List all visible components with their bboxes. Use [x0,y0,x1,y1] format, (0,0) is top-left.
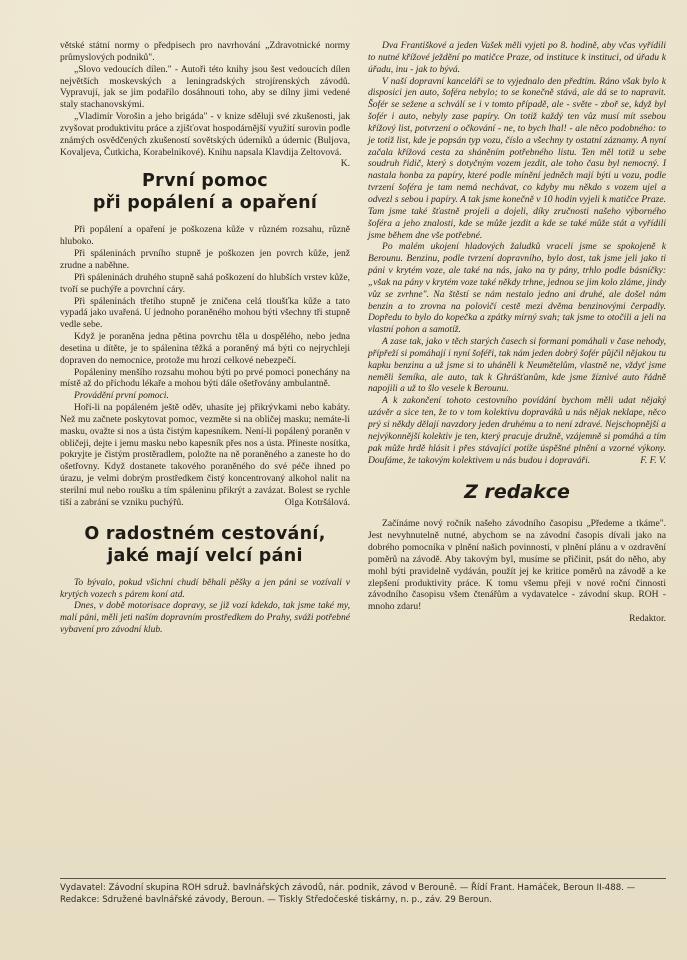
article-paragraph [60,402,350,509]
article-paragraph: To bývalo, pokud všichni chudí běhali pěšky a jen páni se vozívali v krytých vozech s párem koní atd. [60,576,350,600]
editor-signature: Redaktor. [629,613,666,625]
article-paragraph: Při spáleninách druhého stupně sahá poškození do hlubších vrstev kůže, tvoří se puchýře a povrchní cáry. [60,271,350,295]
author-signature: Olga Kotršálová. [284,496,350,508]
article-paragraph: Při spáleninách prvního stupně je poškozen jen povrch kůže, jenž zrudne a naběhne. [60,248,350,271]
intro-paragraph [60,111,350,170]
heading-line: při popálení a opaření [92,193,318,214]
article-paragraph: V naší dopravní kanceláři se to vyjednalo den předtím. Ráno však bylo k disposici jen auto, šoféra nebylo; to se konečně stává, ale dá se to napravit. Šofér se sežene a schválí se i v tomto případě, ale - světe - zboř se, když byl šofér i auto, nebyly zase papíry. On totiž každý ten vůz musí mít ssebou křížový list, potvrzení o očkování - ne, to bych lhal! - ale něco podobného: to je totiž list, kde je popsán typ vozu, číslo a všechny ty ostatní záznamy. A nyní začala křížová cesta za sháněním potřebného listu. Ten měl totiž u sebe soudruh řidič, který s dotyčným vozem jezdit, ale toho času byl nemocný. I nastala honba za papíry, které podle mínění jedněch mají býti u vozu, podle tvrzení šoféra je tam nemá nechávat, co kdyby mu někdo s vozem ujel a odvezl s sebou i papíry. A tak jsme konečně v 10 hodin vyjeli k matičce Praze. Tam jsme také šťastně projeli a dojeli, díky zručnosti našeho výborného šoféra a jeho znalosti, kde se může jezdit a kde se také může stát a vyřídili jsme během dne vše potřebné. [368,75,666,241]
section-subheading: Provádění první pomoci. [74,390,169,402]
right-column [368,40,666,625]
article-paragraph: A zase tak, jako v těch starých časech si formani pomáhali v čase nehody, přípřeží si pomáhají i nyní šoféři, tak nám jeden dobrý šofér půjčil nějakou tu kapku benzinu a už jsme si to uháněli k Neumětelům, vlastně ne, vždyť jsme neměli šemíka, ale auto, tak k Ghrášťanům, kde jsme žíznivé auto řádně napojili a už to šlo vesele k Berounu. [368,336,666,395]
article-paragraph: Dnes, v době motorisace dopravy, se již vozí kdekdo, tak jsme také my, malí páni, měli jeti naším dopravním prostředkem do Prahy, sváži potřebné vybavení pro závodní klub. [60,600,350,636]
article-paragraph: Popáleniny menšího rozsahu mohou býti po prvé pomoci ponechány na místě až do příchodu lékaře a mohou býti dále ošetřovány ambulantně. [60,366,350,390]
heading-line: jaké mají velcí páni [107,545,303,566]
article-heading-first-aid [60,170,350,214]
article-paragraph [368,395,666,466]
article-paragraph: Po malém ukojení hladových žaludků vraceli jsme se spokojeně k Berounu. Benzinu, podle tvrzení dopravního, bylo dost, tak jsme jeli jako ti páni v krytém voze, ale také na nás, jako na ty pány, trhlo podle básníčky: „však na pány v krytém voze také někdy trhne, jednou se jim kolo zláme, jindy vůz se zvrhne". Na štěstí se nám nestalo jedno ani druhé, ale došel nám benzin a to zrovna na polovičí cestě mezi dvěma benzinovými čerpadly. Dopředu to bylo do kopečka a zpátky mírný svah; tak jsme to otočili a jeli na vlastní pohon a samotíž. [368,241,666,336]
article-paragraph: Při popálení a opaření je poškozena kůže v různém rozsahu, různě hluboko. [60,224,350,248]
article-paragraph: Začínáme nový ročník našeho závodního časopisu „Předeme a tkáme". Jest nevyhnutelně nutné, abychom se na závodní časopis dívali jako na dobrého pomocníka v plnění našich povinností, v plnění plánu a v ozdravění poměrů na závodě. Aby takovým byl, musíme se přičinit, psát do něho, aby mohl býti pravidelně vydáván, použít jej ke kritice poměrů na závodě a ke zlepšení produktivity práce. K tomu všemu přeji v nové roční činnosti závodního časopisu všem čtenářům a vydavatelce - závodní skup. ROH - mnoho zdaru! [368,518,666,613]
editorial-body [368,518,666,625]
imprint-footer [60,878,666,906]
article-heading-travel [60,523,350,567]
article-paragraph: Když je poraněna jedna pětina povrchu těla u dospělého, nebo jedna desetina u dítěte, je to spálenina těžká a poraněný má býti co nejrychleji dopraven do nemocnice, protože mu hrozí celkové nebezpečí. [60,331,350,366]
imprint-text: Vydavatel: Závodní skupina ROH sdruž. bavlnářských závodů, nár. podnik, závod v Berouně. — Řídí Frant. Hamáček, Beroun II-488. — Redakce: Sdružené bavlnářské závody, Beroun. — Tiskly Středočeské tiskárny, n. p., záv. 29 Beroun. [60,883,636,905]
intro-text: „Vladimír Vorošin a jeho brigáda" - v knize sděluji své zkušenosti, jak zvyšovat produktivitu práce a zjišťovat hospodárnější využití surovin podle známých osvědčených zkušeností sovětských úderníků a údernic (Buljova, Kovaljeva, Čutkicha, Korabelnikové). Knihu napsala Klavdija Zeltovová. [60,111,350,158]
author-signature: F. F. V. [640,454,666,466]
intro-paragraph: „Slovo vedoucích dílen." - Autoři této knihy jsou šest vedoucích dílen největších moskevských a leningradských strojírenských závodů. Vypravují, jak se jim podařilo dosáhnouti toho, aby se dílny jimi vedené staly stachanovskými. [60,63,350,111]
heading-line: O radostném cestování, [84,523,326,544]
heading-line: První pomoc [142,171,268,192]
intro-paragraph: větské státní normy o předpisech pro navrhování „Zdravotnické normy průmyslových podniků". [60,40,350,63]
article-heading-editorial: Z redakce [464,481,570,504]
article-text: Hoří-li na popáleném ještě oděv, uhasíte jej přikrývkami nebo kabáty. Než mu začnete poskytovat pomoc, vezměte si na obličej masku; nemáte-li masku, ovažte si nos a ústa čistým kapesníkem. Není-li popálený poraněn v obličeji, dejte i jemu masku nebo kapesník přes nos a ústa. Přineste nosítka, pokryjte je čistým prostěradlem, položte na ně poraněného a zaneste ho do ošetřovny. Když dostanete takového poraněného do své péče ihned po úrazu, je velmi dobrým prostředkem čistý koncentrovaný alkohol nalit na sterilní mul nebo roušku a tím spáleninu přikrýt a zavázat. Bolest se rychle tiší a zabrání se vzniku puchýřů. [60,402,350,508]
left-column [60,40,350,636]
article-text: A k zakončení tohoto cestovního povídání bychom měli udat nějaký uzávěr a sice ten, že to v tom kolektivu dopraváků u nás nějak neklape, něco prý si někdy dělají navzdory jeden druhému a to není zdravé. Nejschopnější a nejvýkonnější kolektiv je ten, který pracuje družně, vzájemně si pomáhá a tím pak může hrdě hlásit i přes stávající potíže úspěšné plnění a vzorné výkony. Doufáme, že takovým kolektivem u nás budou i dopraváři. [368,395,666,466]
article-paragraph: Při spáleninách třetího stupně je zničena celá tloušťka kůže a tato vypadá jako uvařená. U jednoho poraněného mohou býti všechny tři stupně vedle sebe. [60,295,350,331]
article-paragraph: Dva Františkové a jeden Vašek měli vyjeti po 8. hodině, aby včas vyřídili to nutné křížové ježdění po matičce Praze, od instituce k instituci, od úřadu k úřadu, inu - jak to bývá. [368,40,666,75]
intro-signature: K. [340,158,350,170]
